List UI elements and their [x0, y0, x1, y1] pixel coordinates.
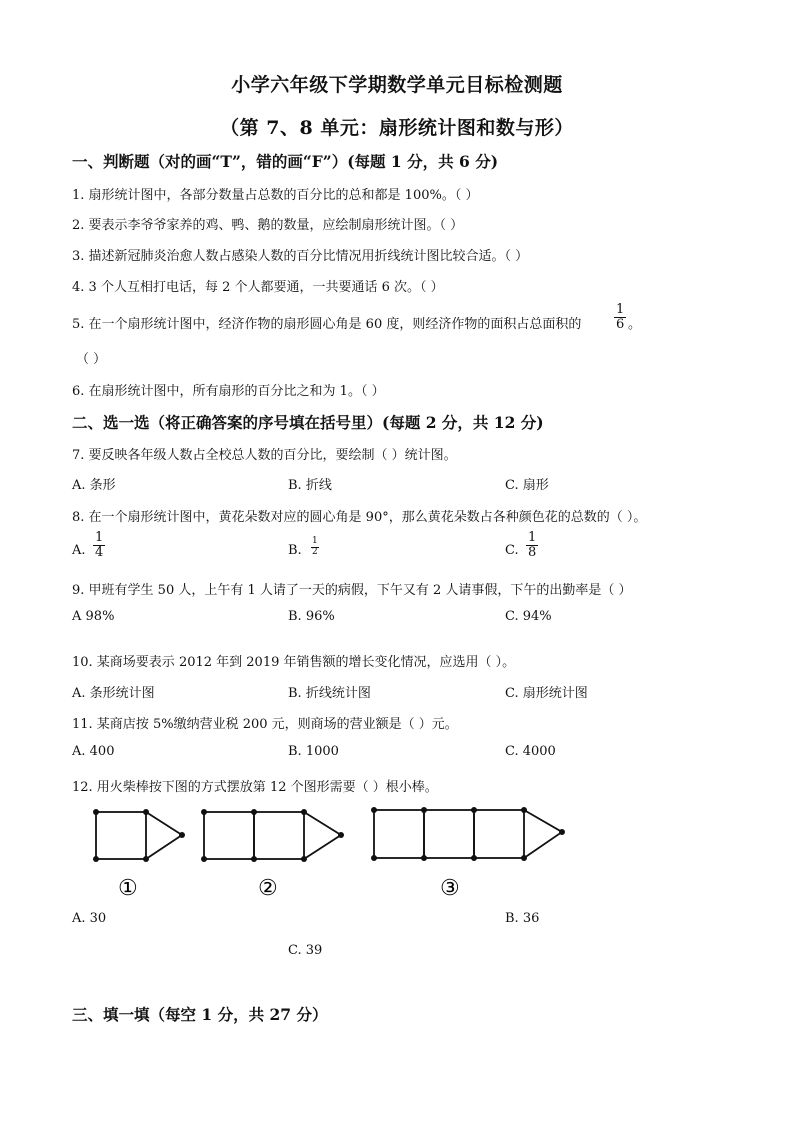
question-9-option-a: A 98%: [72, 609, 115, 624]
figure-2: [204, 812, 341, 859]
question-1: 1. 扇形统计图中，各部分数量占总数的百分比的总和都是 100%。（ ）: [72, 188, 479, 203]
question-11-option-c: C. 4000: [505, 744, 556, 759]
figure-3: [374, 810, 562, 858]
question-7-option-b: B. 折线: [288, 478, 332, 493]
question-11: 11. 某商店按 5%缴纳营业税 200 元，则商场的营业额是（ ）元。: [72, 717, 458, 732]
question-8-option-b-fraction: [311, 537, 319, 558]
section-2-heading: 二、选一选（将正确答案的序号填在括号里）(每题 2 分，共 12 分): [72, 413, 544, 432]
fraction-numerator: 1: [312, 536, 318, 546]
section-1-heading: 一、判断题（对的画“T”，错的画“F”）(每题 1 分，共 6 分): [72, 152, 499, 171]
figure-3-label: ③: [440, 876, 460, 900]
question-11-option-a: A. 400: [72, 744, 115, 759]
question-9-option-b: B. 96%: [288, 609, 335, 624]
fraction-denominator: 4: [95, 545, 104, 561]
question-8-option-a-fraction: [93, 531, 105, 561]
question-5-answer-paren: （ ）: [76, 352, 107, 367]
figure-1-square: [96, 812, 146, 859]
fraction-denominator: 2: [312, 546, 318, 557]
question-8: 8. 在一个扇形统计图中，黄花朵数对应的圆心角是 90°，那么黄花朵数占各种颜色花的总数的（ ）。: [72, 510, 647, 525]
figure-1: [96, 812, 182, 859]
question-9: 9. 甲班有学生 50 人，上午有 1 人请了一天的病假，下午又有 2 人请事假，下午的出勤率是（ ）: [72, 583, 632, 598]
fraction-numerator: 1: [95, 530, 104, 545]
question-5-fraction: [614, 303, 626, 333]
page-title: 小学六年级下学期数学单元目标检测题: [231, 74, 563, 96]
question-8-option-a-label: A.: [72, 543, 86, 558]
question-8-option-c-label: C.: [505, 543, 519, 558]
fraction-denominator: 8: [528, 545, 537, 561]
page-subtitle: （第 7、8 单元：扇形统计图和数与形）: [220, 117, 574, 139]
question-6: 6. 在扇形统计图中，所有扇形的百分比之和为 1。（ ）: [72, 384, 385, 399]
figure-3-joints: [371, 807, 565, 861]
figure-2-label: ②: [258, 876, 278, 900]
question-10: 10. 某商场要表示 2012 年到 2019 年销售额的增长变化情况，应选用（ ）。: [72, 655, 516, 670]
question-12-option-c: C. 39: [288, 943, 323, 958]
question-3: 3. 描述新冠肺炎治愈人数占感染人数的百分比情况用折线统计图比较合适。（ ）: [72, 249, 529, 264]
question-12: 12. 用火柴棒按下图的方式摆放第 12 个图形需要（ ）根小棒。: [72, 780, 438, 795]
question-4: 4. 3 个人互相打电话，每 2 个人都要通，一共要通话 6 次。（ ）: [72, 280, 444, 295]
question-7-option-a: A. 条形: [72, 478, 116, 493]
figure-1-joints: [93, 809, 185, 862]
fraction-numerator: 1: [528, 530, 537, 545]
question-12-option-a: A. 30: [72, 911, 107, 926]
section-3-heading: 三、填一填（每空 1 分，共 27 分）: [72, 1005, 328, 1024]
question-11-option-b: B. 1000: [288, 744, 339, 759]
question-12-option-b: B. 36: [505, 911, 540, 926]
question-10-option-a: A. 条形统计图: [72, 686, 155, 701]
question-7: 7. 要反映各年级人数占全校总人数的百分比，要绘制（ ）统计图。: [72, 448, 457, 463]
question-2: 2. 要表示李爷爷家养的鸡、鸭、鹅的数量，应绘制扇形统计图。（ ）: [72, 218, 464, 233]
figure-1-label: ①: [118, 876, 138, 900]
question-7-option-c: C. 扇形: [505, 478, 549, 493]
question-8-option-c-fraction: [526, 531, 538, 561]
matchstick-figures: [86, 800, 586, 900]
question-10-option-b: B. 折线统计图: [288, 686, 371, 701]
figure-1-triangle: [146, 812, 182, 859]
question-10-option-c: C. 扇形统计图: [505, 686, 588, 701]
question-5-end: 。: [628, 317, 642, 332]
fraction-denominator: 6: [616, 317, 625, 333]
figure-2-joints: [201, 809, 344, 862]
question-9-option-c: C. 94%: [505, 609, 552, 624]
fraction-numerator: 1: [616, 302, 625, 317]
question-5: [72, 313, 581, 332]
question-8-option-b-label: B.: [288, 543, 302, 558]
question-5-text: 5. 在一个扇形统计图中，经济作物的扇形圆心角是 60 度，则经济作物的面积占总面积的: [72, 317, 582, 332]
